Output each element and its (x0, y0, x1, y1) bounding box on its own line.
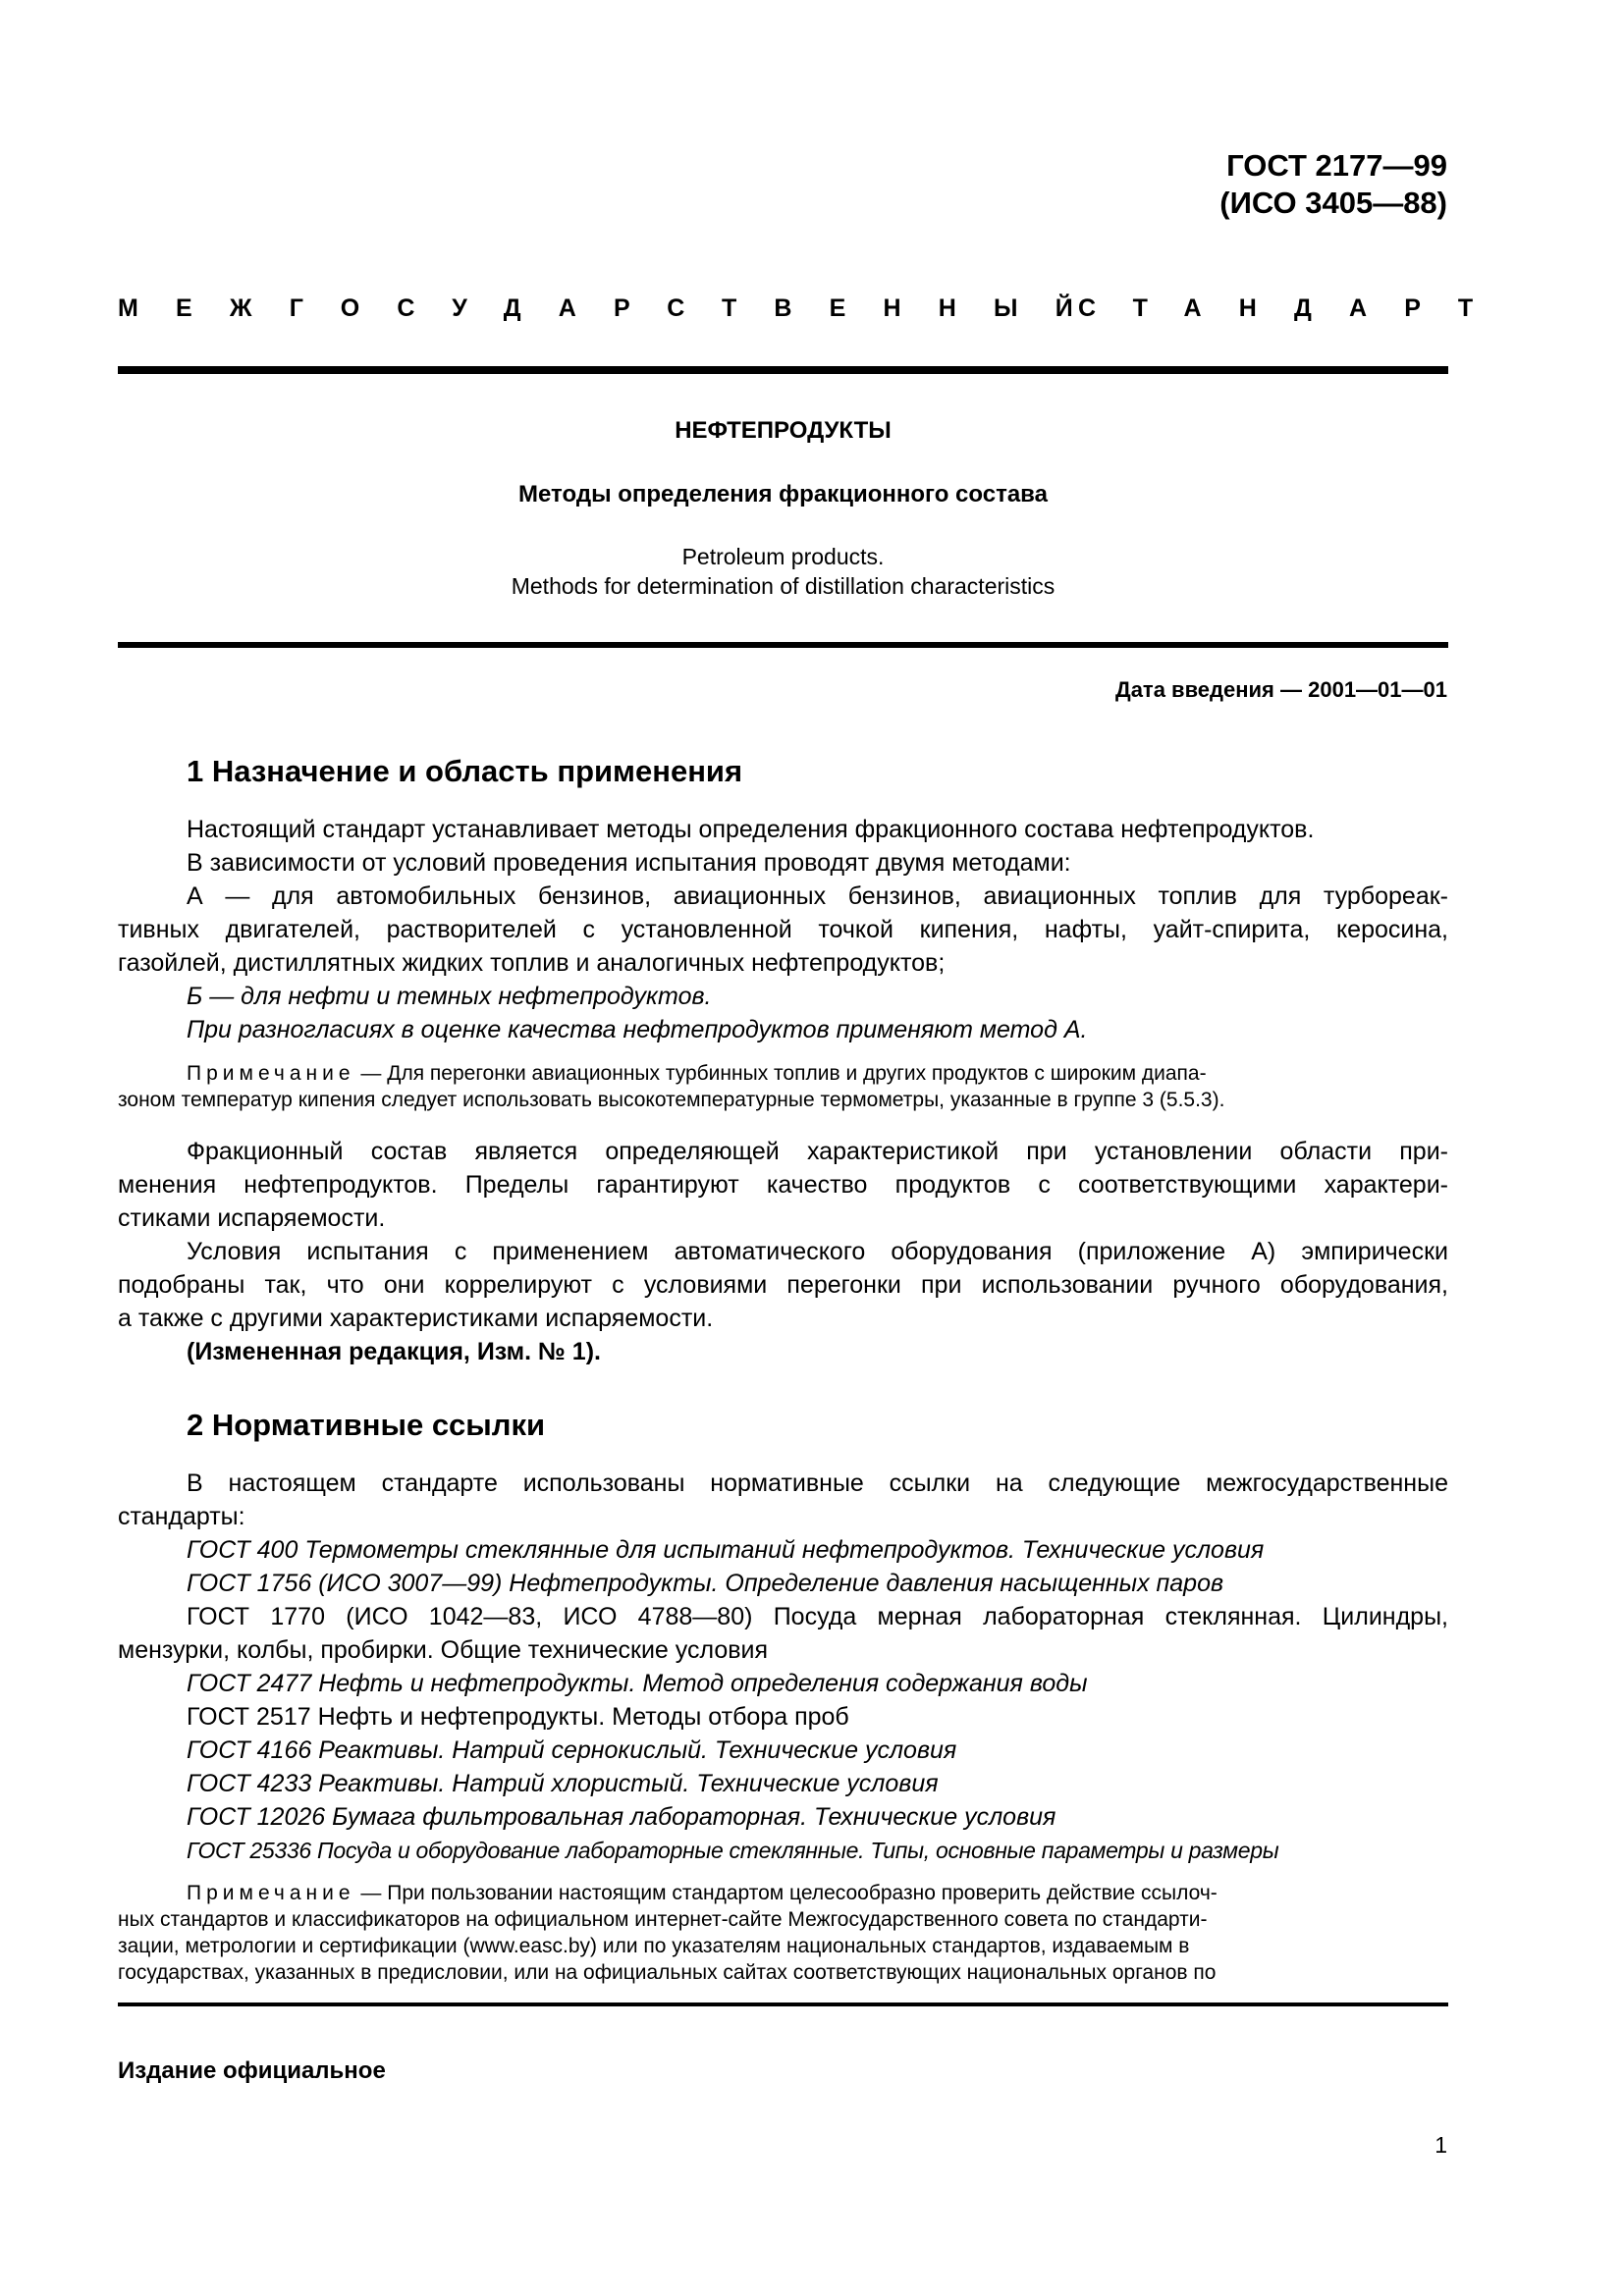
note-line: государствах, указанных в предисловии, или на официальных сайтах соответствующих национальных органов по (118, 1961, 1217, 1984)
intro-date: Дата введения — 2001—01—01 (1115, 677, 1447, 702)
interstate-standard-banner (118, 294, 1511, 323)
body-line: В настоящем стандарте использованы нормативные ссылки на следующие межгосударственные (187, 1469, 1448, 1497)
section1-heading: 1 Назначение и область применения (187, 754, 743, 788)
body-line: А — для автомобильных бензинов, авиационных бензинов, авиационных топлив для турбореак- (187, 882, 1448, 910)
body-line: При разногласиях в оценке качества нефтепродуктов применяют метод А. (187, 1016, 1088, 1043)
body-line: подобраны так, что они коррелируют с условиями перегонки при использовании ручного оборудования, (118, 1271, 1448, 1299)
body-line: В зависимости от условий проведения испытания проводят двумя методами: (187, 849, 1071, 877)
note-text: — При пользовании настоящим стандартом целесообразно проверить действие ссылоч- (354, 1882, 1218, 1904)
reference-item: ГОСТ 2517 Нефть и нефтепродукты. Методы отбора проб (187, 1703, 849, 1731)
reference-item: ГОСТ 4166 Реактивы. Натрий сернокислый. Технические условия (187, 1736, 957, 1764)
amendment-note: (Измененная редакция, Изм. № 1). (187, 1338, 601, 1365)
reference-item: ГОСТ 1770 (ИСО 1042—83, ИСО 4788—80) Посуда мерная лабораторная стеклянная. Цилиндры, (187, 1603, 1448, 1630)
body-line: Фракционный состав является определяющей характеристикой при установлении области при- (187, 1138, 1448, 1165)
body-line: Условия испытания с применением автоматического оборудования (приложение А) эмпирически (187, 1238, 1448, 1265)
interstate-word: МЕЖГОСУДАРСТВЕННЫЙ (118, 294, 1110, 322)
reference-item: ГОСТ 400 Термометры стеклянные для испытаний нефтепродуктов. Технические условия (187, 1536, 1265, 1564)
official-edition-label: Издание официальное (118, 2057, 386, 2084)
section2-heading: 2 Нормативные ссылки (187, 1408, 546, 1442)
note-line: зации, метрологии и сертификации (www.easc.by) или по указателям национальных стандартов, издаваемым в (118, 1935, 1190, 1957)
iso-number: (ИСО 3405—88) (1219, 186, 1447, 220)
english-title-line1: Petroleum products. (681, 544, 885, 569)
note-text: — Для перегонки авиационных турбинных топлив и других продуктов с широким диапа- (354, 1062, 1207, 1085)
body-line: менения нефтепродуктов. Пределы гарантируют качество продуктов с соответствующими характери- (118, 1171, 1448, 1199)
body-line: Настоящий стандарт устанавливает методы определения фракционного состава нефтепродуктов. (187, 816, 1315, 843)
note-line (187, 1880, 1448, 1906)
note-line (187, 1060, 1448, 1087)
document-subtitle: Методы определения фракционного состава (518, 481, 1048, 507)
body-line: Б — для нефти и темных нефтепродуктов. (187, 983, 712, 1010)
note-label: Примечание (187, 1882, 355, 1904)
title-rule (118, 642, 1448, 648)
english-title-line2: Methods for determination of distillation characteristics (511, 573, 1056, 599)
note-line: зоном температур кипения следует использовать высокотемпературные термометры, указанные в группе 3 (5.5.3). (118, 1089, 1225, 1111)
body-line: тивных двигателей, растворителей с установленной точкой кипения, нафты, уайт-спирита, керосина, (118, 916, 1448, 943)
note-label: Примечание (187, 1062, 355, 1085)
reference-item: ГОСТ 4233 Реактивы. Натрий хлористый. Технические условия (187, 1770, 939, 1797)
reference-item: мензурки, колбы, пробирки. Общие технические условия (118, 1636, 769, 1664)
reference-item: ГОСТ 12026 Бумага фильтровальная лабораторная. Технические условия (187, 1803, 1056, 1831)
reference-item: ГОСТ 25336 Посуда и оборудование лабораторные стеклянные. Типы, основные параметры и размеры (187, 1838, 1279, 1863)
footer-rule (118, 2002, 1448, 2006)
body-line: газойлей, дистиллятных жидких топлив и аналогичных нефтепродуктов; (118, 949, 946, 977)
standard-number: ГОСТ 2177—99 (1226, 148, 1447, 183)
body-line: а также с другими характеристиками испаряемости. (118, 1305, 714, 1332)
body-line: стиками испаряемости. (118, 1204, 386, 1232)
body-line: стандарты: (118, 1503, 245, 1530)
note-line: ных стандартов и классификаторов на официальном интернет-сайте Межгосударственного совета по стандарти- (118, 1908, 1208, 1931)
standard-number-block (1219, 147, 1447, 222)
header-rule (118, 366, 1448, 374)
standard-word: СТАНДАРТ (1078, 294, 1511, 322)
reference-item: ГОСТ 2477 Нефть и нефтепродукты. Метод определения содержания воды (187, 1670, 1088, 1697)
document-title: НЕФТЕПРОДУКТЫ (675, 417, 892, 444)
page-number: 1 (1435, 2132, 1447, 2158)
reference-item: ГОСТ 1756 (ИСО 3007—99) Нефтепродукты. Определение давления насыщенных паров (187, 1570, 1224, 1597)
